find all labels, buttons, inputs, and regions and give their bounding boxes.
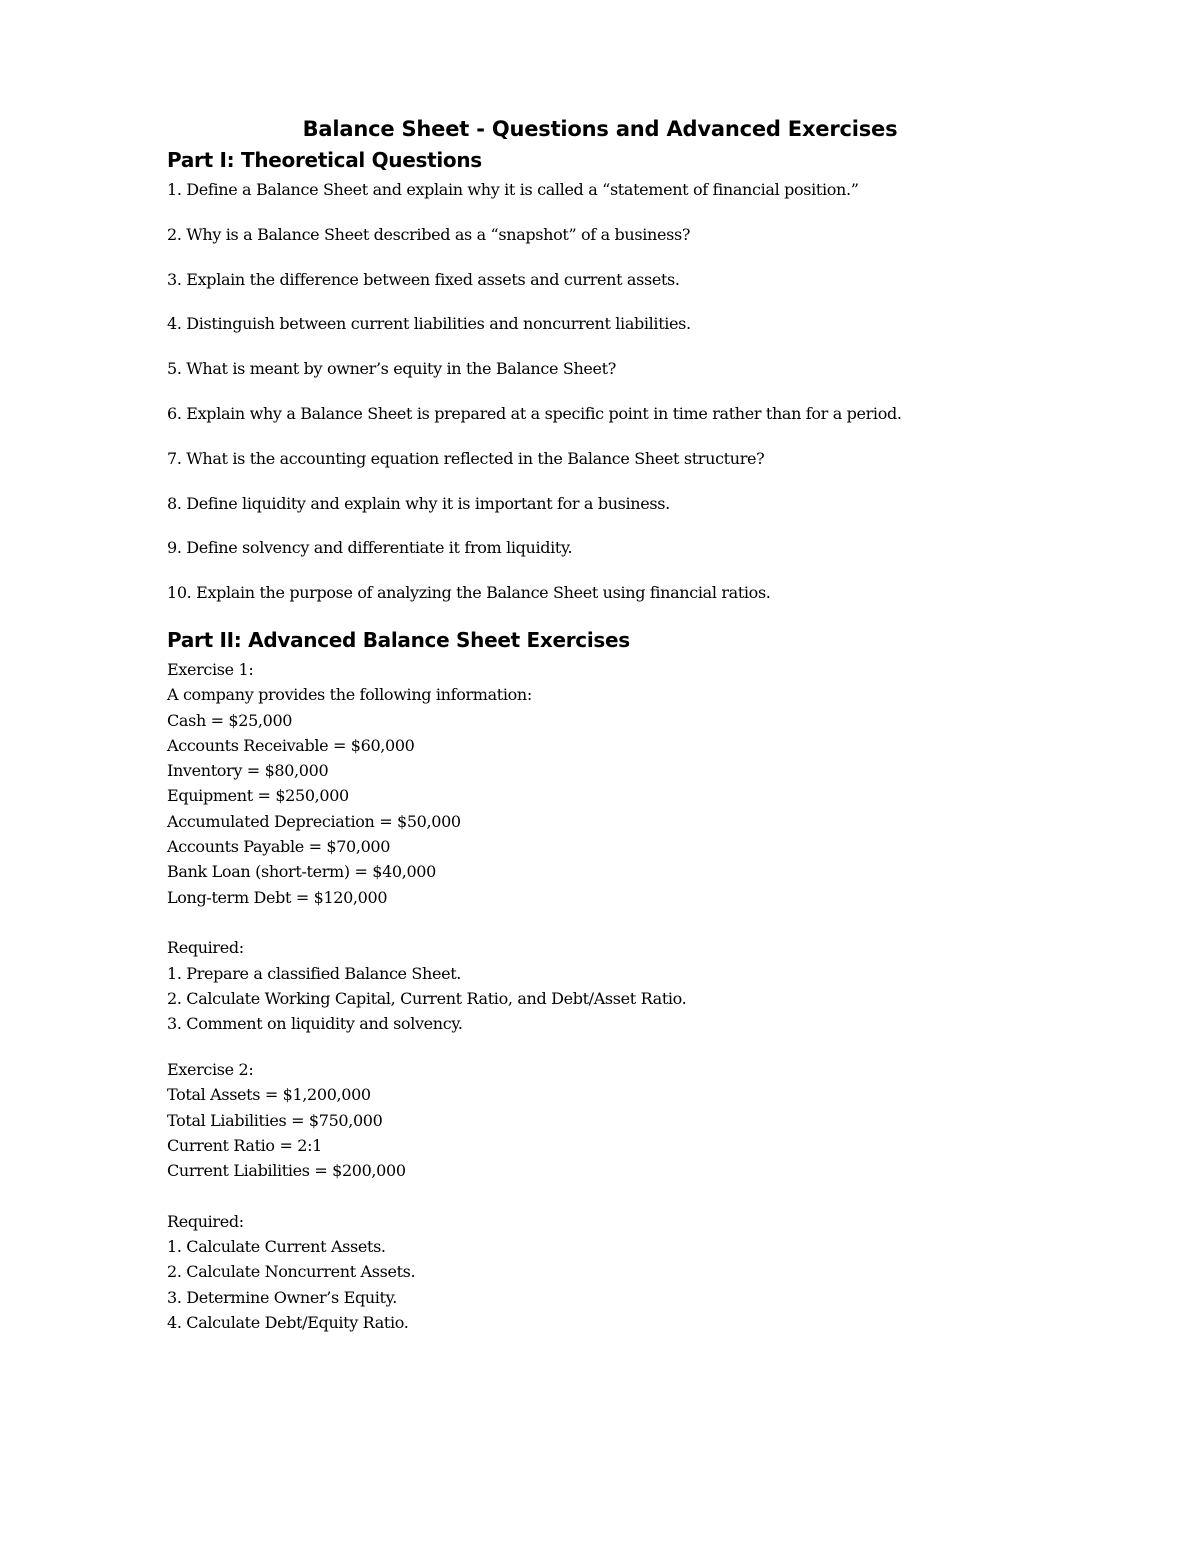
document-title: Balance Sheet - Questions and Advanced Exercises [302, 117, 898, 141]
exercise-2-title: Exercise 2: [167, 1060, 254, 1079]
question-1: 1. Define a Balance Sheet and explain why it is called a “statement of financial position.” [167, 180, 859, 199]
part1-heading: Part I: Theoretical Questions [167, 148, 482, 172]
exercise-1-item: Accounts Receivable = $60,000 [167, 735, 415, 755]
exercise-1-required-label: Required: [167, 938, 244, 958]
exercise-2 [167, 1057, 415, 1335]
exercise-2-required-item: 1. Calculate Current Assets. [167, 1237, 386, 1257]
exercise-1-item: Long-term Debt = $120,000 [167, 887, 388, 907]
exercise-2-item: Current Liabilities = $200,000 [167, 1161, 406, 1181]
question-9: 9. Define solvency and differentiate it from liquidity. [167, 538, 573, 557]
exercise-1-item: Cash = $25,000 [167, 710, 293, 730]
question-4: 4. Distinguish between current liabilities and noncurrent liabilities. [167, 314, 691, 333]
question-10: 10. Explain the purpose of analyzing the Balance Sheet using financial ratios. [167, 583, 771, 602]
exercise-2-required-label: Required: [167, 1211, 244, 1231]
exercise-1-item: Inventory = $80,000 [167, 761, 329, 781]
exercise-1-required-item: 2. Calculate Working Capital, Current Ratio, and Debt/Asset Ratio. [167, 988, 687, 1008]
exercise-1-item: Accounts Payable = $70,000 [167, 837, 391, 857]
exercise-2-required-item: 3. Determine Owner’s Equity. [167, 1287, 397, 1307]
exercise-2-required-item: 4. Calculate Debt/Equity Ratio. [167, 1312, 409, 1332]
exercise-1-item: Bank Loan (short-term) = $40,000 [167, 862, 436, 882]
exercise-1-required-item: 1. Prepare a classified Balance Sheet. [167, 963, 462, 983]
exercise-1-item: Accumulated Depreciation = $50,000 [167, 811, 461, 831]
exercise-2-item: Total Assets = $1,200,000 [167, 1085, 371, 1105]
exercise-1 [167, 657, 686, 1036]
exercise-1-title: Exercise 1: [167, 660, 254, 679]
question-7: 7. What is the accounting equation reflected in the Balance Sheet structure? [167, 449, 765, 468]
question-8: 8. Define liquidity and explain why it is important for a business. [167, 494, 670, 513]
exercise-2-required-item: 2. Calculate Noncurrent Assets. [167, 1262, 416, 1282]
question-2: 2. Why is a Balance Sheet described as a “snapshot” of a business? [167, 225, 691, 244]
spacer [167, 1183, 415, 1208]
question-5: 5. What is meant by owner’s equity in the Balance Sheet? [167, 359, 616, 378]
exercise-2-item: Current Ratio = 2:1 [167, 1135, 322, 1155]
exercise-2-item: Total Liabilities = $750,000 [167, 1110, 383, 1130]
exercise-1-item: Equipment = $250,000 [167, 786, 349, 806]
spacer [167, 910, 686, 935]
question-6: 6. Explain why a Balance Sheet is prepared at a specific point in time rather than for a period. [167, 404, 902, 423]
part2-heading: Part II: Advanced Balance Sheet Exercises [167, 628, 630, 652]
exercise-1-required-item: 3. Comment on liquidity and solvency. [167, 1014, 463, 1034]
question-3: 3. Explain the difference between fixed assets and current assets. [167, 270, 680, 289]
exercise-1-intro: A company provides the following information: [167, 685, 532, 705]
